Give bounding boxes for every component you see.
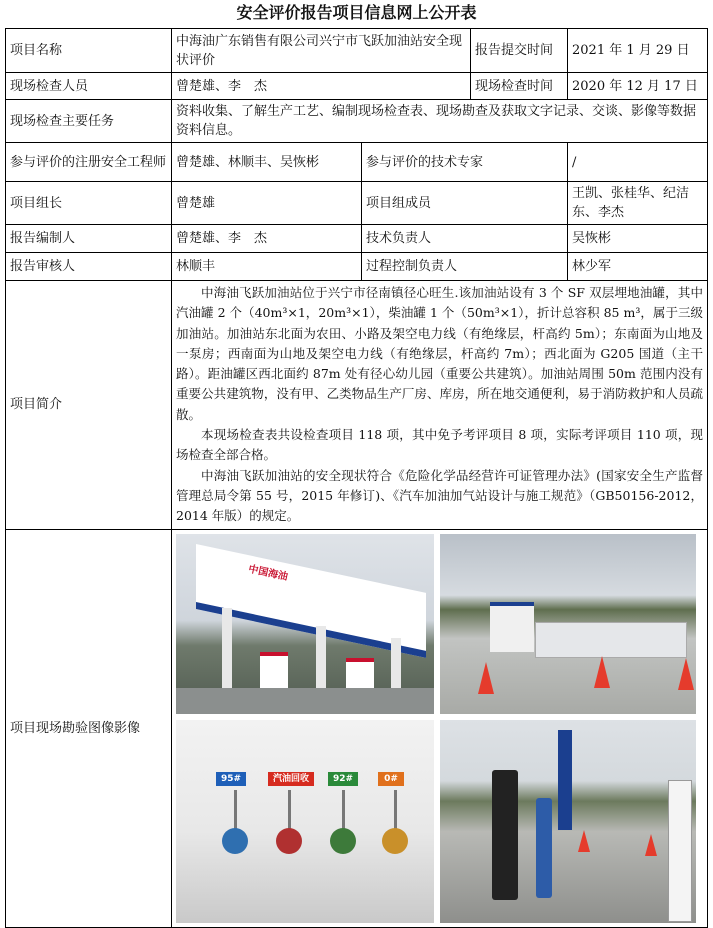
fuel-dispenser [346,658,374,692]
traffic-cone [478,662,494,694]
pipe [288,790,291,830]
engineers-value: 曾楚雄、林顺丰、吴恢彬 [172,143,362,182]
tank-pad [535,622,687,658]
info-table [5,28,708,928]
project-name-value: 中海油广东销售有限公司兴宁市飞跃加油站安全现状评价 [172,29,471,73]
fuel-dispenser [260,652,288,692]
tasks-value: 资料收集、了解生产工艺、编制现场检查表、现场勘查及获取文字记录、交谈、影像等数据资料信息。 [172,100,708,143]
pipe [234,790,237,830]
fuel-tag: 汽油回收 [268,772,314,786]
intro-paragraph-2: 本现场检查表共设检查项目 118 项，其中免予考评项目 8 项，实际考评项目 110 项，现场检查全部合格。 [176,427,704,463]
canopy-logo: 中国海油 [247,563,289,583]
submit-time-value: 2021 年 1 月 29 日 [568,29,708,73]
traffic-cone [678,658,694,690]
leader-label: 项目组长 [6,182,172,225]
leader-value: 曾楚雄 [172,182,362,225]
photo-tank-area [440,534,696,714]
tasks-label: 现场检查主要任务 [6,100,172,143]
compilers-label: 报告编制人 [6,225,172,253]
compilers-value: 曾楚雄、李 杰 [172,225,362,253]
intro-text [172,281,708,530]
traffic-cone [645,834,657,856]
valve-icon [276,828,302,854]
pipe [394,790,397,830]
experts-label: 参与评价的技术专家 [362,143,568,182]
intro-paragraph-1: 中海油飞跃加油站位于兴宁市径南镇径心旺生.该加油站设有 3 个 SF 双层埋地油罐，其中汽油罐 2 个（40m³×1，20m³×1），柴油罐 1 个（50m³×1），折计总容积 85 m³，属于三级加油站。加油站东北面为农田、小路及架空电力线（有绝缘层，杆高约 5m）；东南面为山地及一泵房；西南面为山地及架空电力线（有绝缘层，杆高约 7m）；西北面为 G205 国道（主干路）。距油罐区西北面约 87m 处有径心幼儿园（重要公共建筑）。加油站周围 50m 范围内没有重要公共建筑物，没有甲、乙类物品生产厂房、库房，所在地交通便利，易于消防救护和人员疏散。 [176,285,704,422]
fuel-tag: 92# [328,772,358,786]
photos-label: 项目现场勘验图像影像 [6,529,172,927]
canopy-pillar [316,626,326,696]
valve-icon [382,828,408,854]
inspectors-value: 曾楚雄、李 杰 [172,73,471,100]
members-label: 项目组成员 [362,182,568,225]
intro-paragraph-3: 中海油飞跃加油站的安全现状符合《危险化学品经营许可证管理办法》(国家安全生产监督管理总局令第 55 号，2015 年修订)、《汽车加油加气站设计与施工规范》（GB50156-2012，2014 年版）的规定。 [176,467,704,524]
experts-value: / [568,143,708,182]
forecourt-ground [176,688,434,714]
photos-cell [172,529,708,927]
inspector-figure [492,770,518,900]
photo-grid [176,534,703,923]
tech-lead-value: 吴恢彬 [568,225,708,253]
reviewer-value: 林顺丰 [172,253,362,281]
traffic-cone [594,656,610,688]
valve-icon [330,828,356,854]
intro-label: 项目简介 [6,281,172,530]
photo-nozzle-well [176,720,434,923]
pipe [342,790,345,830]
tank-area-wall [490,602,534,652]
tech-lead-label: 技术负责人 [362,225,568,253]
project-name-label: 项目名称 [6,29,172,73]
price-sign [558,730,572,830]
submit-time-label: 报告提交时间 [471,29,568,73]
staff-figure [536,798,552,898]
engineers-label: 参与评价的注册安全工程师 [6,143,172,182]
photo-inspection [440,720,696,923]
fuel-tag: 0# [378,772,404,786]
canopy-pillar [222,608,232,696]
inspect-time-value: 2020 年 12 月 17 日 [568,73,708,100]
process-control-label: 过程控制负责人 [362,253,568,281]
fuel-tag: 95# [216,772,246,786]
inspectors-label: 现场检查人员 [6,73,172,100]
reviewer-label: 报告审核人 [6,253,172,281]
photo-station-canopy [176,534,434,714]
valve-icon [222,828,248,854]
info-board [668,780,692,922]
traffic-cone [578,830,590,852]
page-title: 安全评价报告项目信息网上公开表 [236,3,477,22]
inspect-time-label: 现场检查时间 [471,73,568,100]
process-control-value: 林少军 [568,253,708,281]
members-value: 王凯、张桂华、纪洁东、李杰 [568,182,708,225]
